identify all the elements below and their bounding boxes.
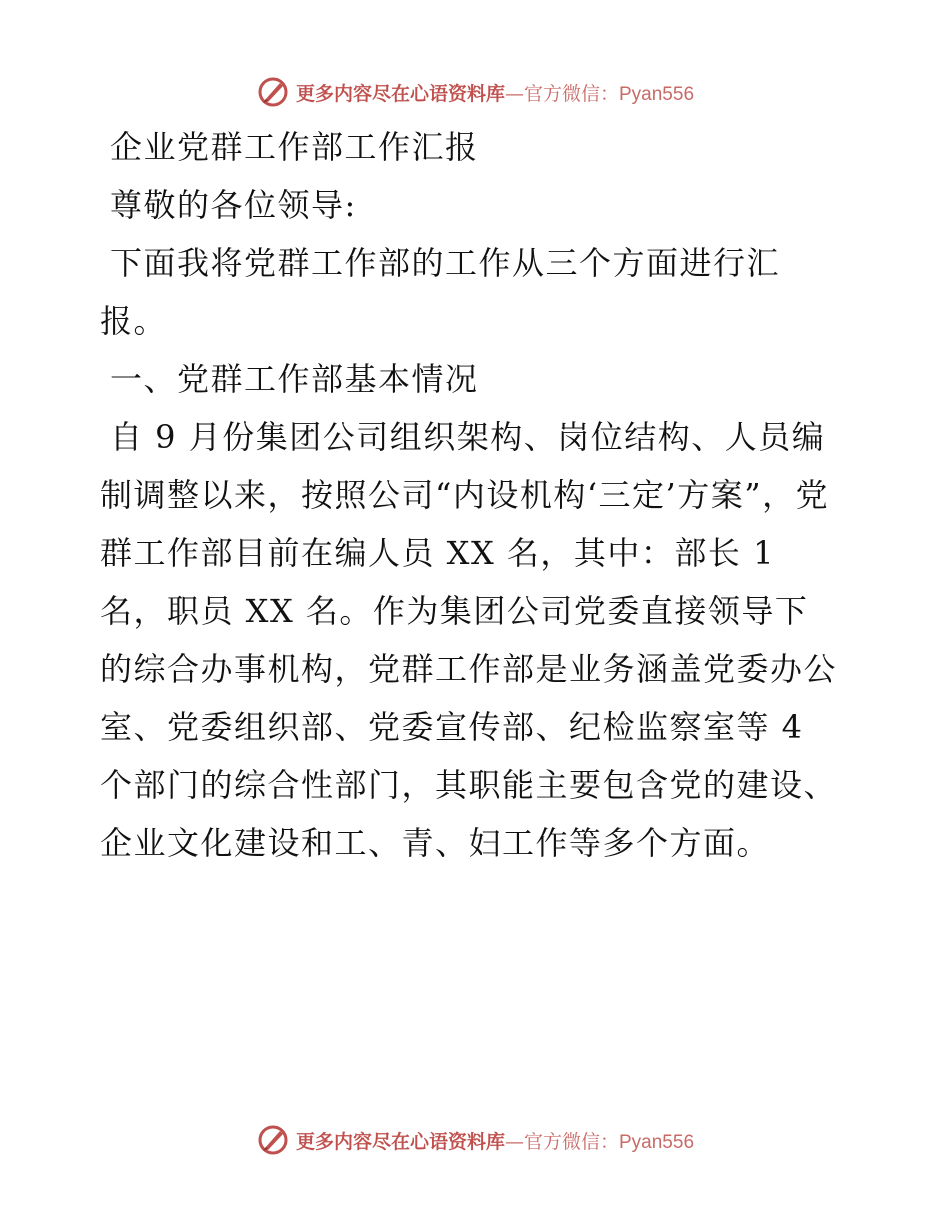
watermark-dash: — <box>504 1130 524 1153</box>
watermark-main: 更多内容尽在心语资料库 <box>295 82 505 105</box>
footer-watermark <box>0 1120 950 1160</box>
watermark-dash: — <box>504 82 524 105</box>
watermark-id: Pyan556 <box>619 83 695 105</box>
intro-paragraph: 下面我将党群工作部的工作从三个方面进行汇报。 <box>100 244 781 340</box>
watermark-id: Pyan556 <box>619 1131 695 1153</box>
watermark-text <box>296 1127 694 1154</box>
section-heading: 一、党群工作部基本情况 <box>110 360 479 398</box>
quill-logo-icon <box>256 1123 290 1157</box>
document-body <box>100 118 840 872</box>
header-watermark <box>0 72 950 112</box>
watermark-text <box>296 79 694 106</box>
quill-logo-icon <box>256 75 290 109</box>
watermark-wechat: 官方微信： <box>523 82 619 105</box>
section-paragraph: 自 9 月份集团公司组织架构、岗位结构、人员编制调整以来，按照公司“内设机构‘三定’方案”，党群工作部目前在编人员 XX 名，其中：部长 1 名，职员 XX 名。作为集团公司党委直接领导下的综合办事机构，党群工作部是业务涵盖党委办公室、党委组织部、党委宣传部、纪检监察室等 4 个部门的综合性部门，其职能主要包含党的建设、企业文化建设和工、青、妇工作等多个方面。 <box>100 418 838 862</box>
salutation: 尊敬的各位领导: <box>110 186 357 224</box>
watermark-wechat: 官方微信： <box>523 1130 619 1153</box>
watermark-main: 更多内容尽在心语资料库 <box>295 1130 505 1153</box>
document-title: 企业党群工作部工作汇报 <box>110 128 479 166</box>
